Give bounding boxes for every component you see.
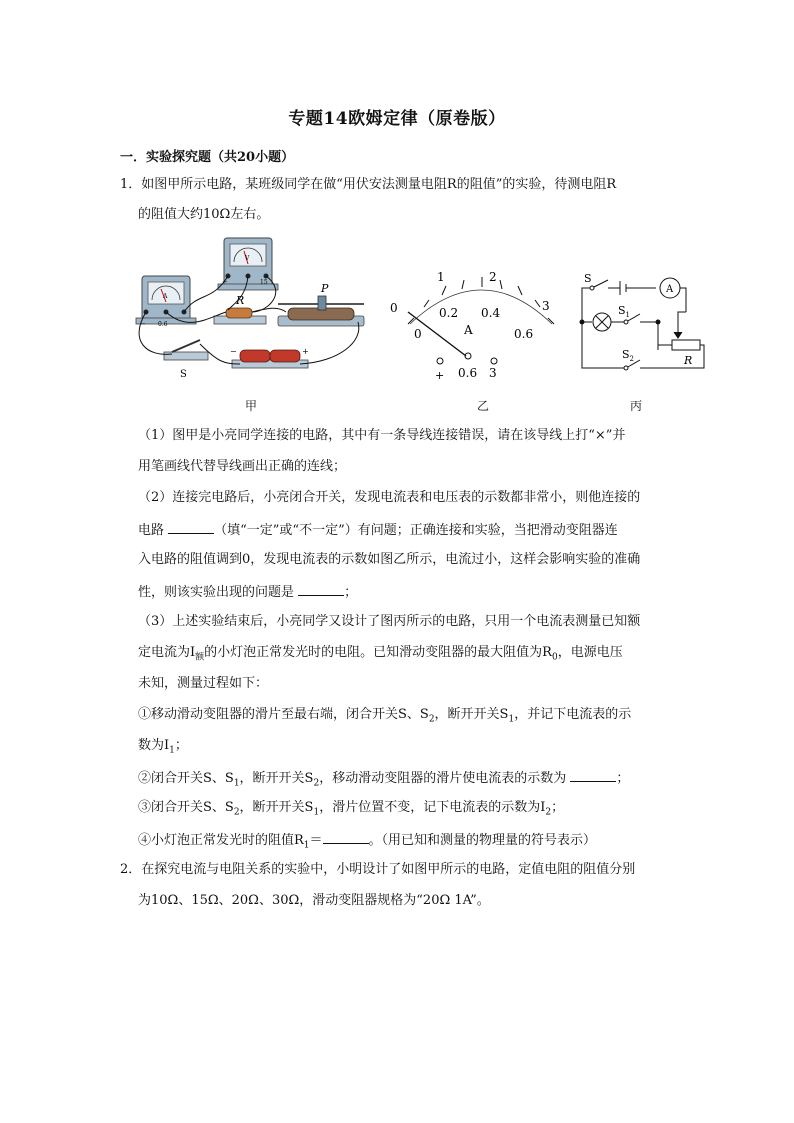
dial-label-3: 3 [542,299,550,313]
dial-label-1: 1 [437,270,445,284]
dial-inner-0: 0 [414,327,422,341]
voltmeter-letter: V [245,255,250,262]
ammeter-minus: − [140,320,146,328]
voltmeter-minus: − [222,278,228,286]
q1-part2-line3: 入电路的阻值调到0，发现电流表的示数如图乙所示，电流过小，这样会影响实验的准确 [138,552,641,567]
caption-jia: 甲 [245,399,258,413]
figure-jia [128,232,376,382]
bing-ammeter-letter: A [666,284,674,295]
resistor-label: R [236,294,245,307]
q2-line1: 2．在探究电流与电阻关系的实验中，小明设计了如图甲所示的电路，定值电阻的阻值分别 [120,862,636,877]
ammeter-letter: A [163,293,168,300]
dial-label-0: 0 [390,301,398,315]
figure-yi [384,262,566,388]
ammeter-device [136,276,196,328]
dial-inner-0.6: 0.6 [514,327,534,341]
answer-blank-4[interactable] [323,830,369,844]
ammeter-range-label: 0.6 [158,321,168,328]
q1-part1-line2: 用笔画线代替导线画出正确的连线； [138,459,347,474]
q1-step2: ②闭合开关S、$S_1$，断开开关$S_2$，移动滑动变阻器的滑片使电流表的示数为 ； [138,768,629,793]
q1-step1-line1: ①移动滑动变阻器的滑片至最右端，闭合开关S、$S_2$，断开开关$S_1$，并记下电流表的示 [138,707,632,725]
dial-inner-0.2: 0.2 [439,306,459,320]
answer-blank-3[interactable] [570,768,616,782]
answer-blank-2[interactable] [298,582,344,596]
battery-device [230,347,309,368]
bing-switch-s2: $S_2$ [622,348,635,363]
q1-part3-line3: 未知，测量过程如下： [138,676,269,691]
q1-stem-line1: 1．如图甲所示电路，某班级同学在做“用伏安法测量电阻R的阻值”的实验，待测电阻R [120,177,617,192]
terminal-3: 3 [489,366,497,380]
q1-part2-line4: 性，则该实验出现的问题是 ； [138,582,357,602]
terminal-0.6: 0.6 [458,366,478,380]
dial-unit: A [464,323,473,337]
voltmeter-range-label: 15 [260,279,268,286]
voltmeter-device [218,238,278,290]
dial-inner-0.4: 0.4 [481,306,501,320]
page-title: 专题14欧姆定律（原卷版） [288,109,506,129]
bing-rheostat-label: R [684,354,693,367]
q1-step4: ④小灯泡正常发光时的阻值$R_1=$ 。（用已知和测量的物理量的符号表示） [138,830,596,855]
q1-part2-line1: （2）连接完电路后，小亮闭合开关，发现电流表和电压表的示数都非常小，则他连接的 [138,490,641,505]
answer-blank-1[interactable] [168,520,214,534]
q2-line2: 为10Ω、15Ω、20Ω、30Ω，滑动变阻器规格为“20Ω 1A”。 [138,893,490,908]
dial-label-2: 2 [489,270,497,284]
caption-bing: 丙 [630,399,643,413]
rheostat-slider-label: P [321,282,329,295]
switch-label: S [180,369,187,380]
battery-minus: − [230,347,237,356]
q1-step1-line2: 数为$I_1$； [138,738,188,756]
figure-bing [574,264,708,380]
caption-yi: 乙 [477,399,490,413]
battery-plus: + [302,347,309,356]
section-heading: 一．实验探究题（共20小题） [120,150,295,165]
q1-part3-line2: 定电流为$I_额$的小灯泡正常发光时的电阻。已知滑动变阻器的最大阻值为$R_0$，电源电压 [138,645,623,663]
rheostat-device [278,282,364,326]
q1-part1-line1: （1）图甲是小亮同学连接的电路，其中有一条导线连接错误，请在该导线上打“×”并 [138,428,626,443]
bing-switch-s1: $S_1$ [618,304,631,319]
bing-switch-s: S [584,272,592,285]
terminal-plus: + [435,369,445,382]
q1-part3-line1: （3）上述实验结束后，小亮同学又设计了图丙所示的电路，只用一个电流表测量已知额 [138,614,641,629]
q1-part2-line2: 电路 （填“一定”或“不一定”）有问题；正确连接和实验，当把滑动变阻器连 [138,520,618,540]
q1-stem-line2: 的阻值大约10Ω左右。 [138,207,270,222]
q1-step3: ③闭合开关S、$S_2$，断开开关$S_1$，滑片位置不变，记下电流表的示数为$I_2$； [138,800,565,818]
